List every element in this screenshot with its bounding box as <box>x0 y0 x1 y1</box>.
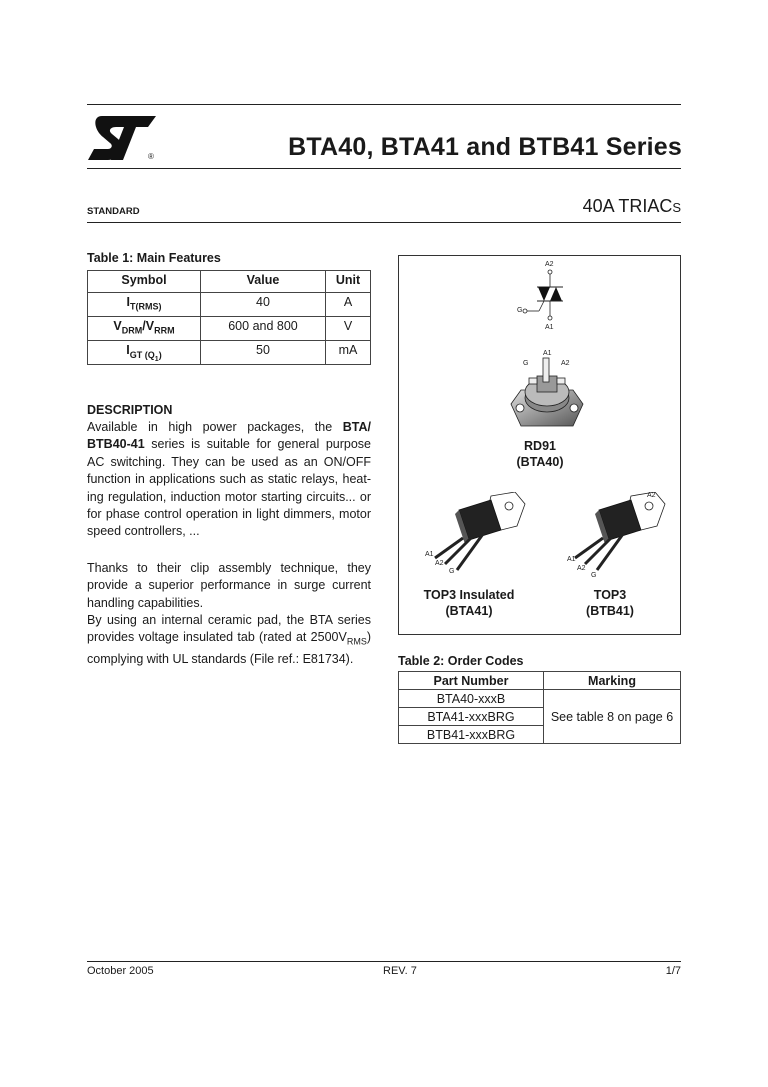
unit-cell: V <box>326 317 371 341</box>
table2-caption: Table 2: Order Codes <box>398 654 524 668</box>
order-codes-table <box>398 671 681 744</box>
category-label: STANDARD <box>87 206 140 217</box>
symbol-cell: $I_{GT (Q_1)}$ <box>88 341 201 365</box>
top3-pin-a2: A2 <box>577 565 586 572</box>
top3-insulated-package-icon <box>429 492 529 576</box>
top3-name: TOP3 <box>593 588 627 602</box>
header-bottom-rule <box>87 222 681 223</box>
top3-ins-pin-g: G <box>449 568 455 575</box>
value-cell: 600 and 800 <box>201 317 326 341</box>
value-cell: 40 <box>201 293 326 317</box>
footer-page-number: 1/7 <box>665 965 681 977</box>
header-top-rule <box>87 104 681 105</box>
top3-pin-a1: A1 <box>567 556 576 563</box>
main-features-table <box>87 270 371 365</box>
table-row <box>88 317 371 341</box>
symbol-cell: $V_{DRM}/V_{RRM}$ <box>88 317 201 341</box>
top3-pin-g: G <box>591 572 597 579</box>
col-header-symbol: Symbol <box>88 271 201 293</box>
top3-label <box>567 587 653 619</box>
top3-package-icon <box>569 492 669 576</box>
top3-part: (BTB41) <box>586 604 634 618</box>
part-number-cell: BTA41-xxxBRG <box>399 708 544 726</box>
top3-insulated-label <box>413 587 525 619</box>
rd91-package-icon <box>507 356 587 436</box>
value-cell: 50 <box>201 341 326 365</box>
col-header-part-number: Part Number <box>399 672 544 690</box>
footer-revision: REV. 7 <box>383 965 417 977</box>
rd91-package-label <box>497 438 583 470</box>
table-header-row <box>399 672 681 690</box>
symbol-pin-a2: A2 <box>545 261 554 268</box>
col-header-unit: Unit <box>326 271 371 293</box>
table-row <box>88 293 371 317</box>
table-row <box>88 341 371 365</box>
table1-caption: Table 1: Main Features <box>87 251 221 265</box>
description-heading: DESCRIPTION <box>87 403 173 417</box>
rd91-pin-a2: A2 <box>561 360 570 367</box>
unit-cell: mA <box>326 341 371 365</box>
rd91-part: (BTA40) <box>516 455 564 469</box>
symbol-pin-g: G <box>517 307 523 314</box>
symbol-cell: $I_{T(RMS)}$ <box>88 293 201 317</box>
registered-mark: ® <box>148 152 154 161</box>
table-header-row <box>88 271 371 293</box>
marking-cell: See table 8 on page 6 <box>544 690 681 744</box>
top3-pin-tab-a2: A2 <box>647 492 656 499</box>
top3-ins-pin-a1: A1 <box>425 551 434 558</box>
symbol-pin-a1: A1 <box>545 324 554 331</box>
rd91-pin-g: G <box>523 360 529 367</box>
package-illustrations-box <box>398 255 681 635</box>
triac-symbol-icon <box>511 268 571 330</box>
footer-date: October 2005 <box>87 965 154 977</box>
top3-ins-pin-a2: A2 <box>435 560 444 567</box>
header-middle-rule <box>87 168 681 169</box>
table-row <box>399 690 681 708</box>
document-title: BTA40, BTA41 and BTB41 Series <box>288 133 682 161</box>
top3-insulated-name: TOP3 Insulated <box>423 588 515 602</box>
col-header-marking: Marking <box>544 672 681 690</box>
col-header-value: Value <box>201 271 326 293</box>
document-subtitle: 40A TRIACS <box>582 196 681 216</box>
description-paragraph: Thanks to their clip assembly technique, they provide a superior performance in surge current handling capabilities. <box>87 561 371 610</box>
rd91-name: RD91 <box>524 439 556 453</box>
description-paragraph: Available in high power packages, the BTA/ BTB40-41 series is suitable for general purpose AC switching. They can be used as an ON/OFF function in applications such as static relays, heat-ing regulation, induction motor starting circuits... or for phase control operation in light dimmers, motor speed controllers, ... <box>87 420 371 539</box>
rd91-pin-a1: A1 <box>543 350 552 357</box>
footer-rule <box>87 961 681 962</box>
top3-insulated-part: (BTA41) <box>445 604 493 618</box>
part-number-cell: BTA40-xxxB <box>399 690 544 708</box>
unit-cell: A <box>326 293 371 317</box>
description-paragraph: By using an internal ceramic pad, the BTA series provides voltage insulated tab (rated at $2500V_{RMS}$) complying with UL standards (File ref.: E81734). <box>87 613 371 667</box>
part-number-cell: BTB41-xxxBRG <box>399 726 544 744</box>
